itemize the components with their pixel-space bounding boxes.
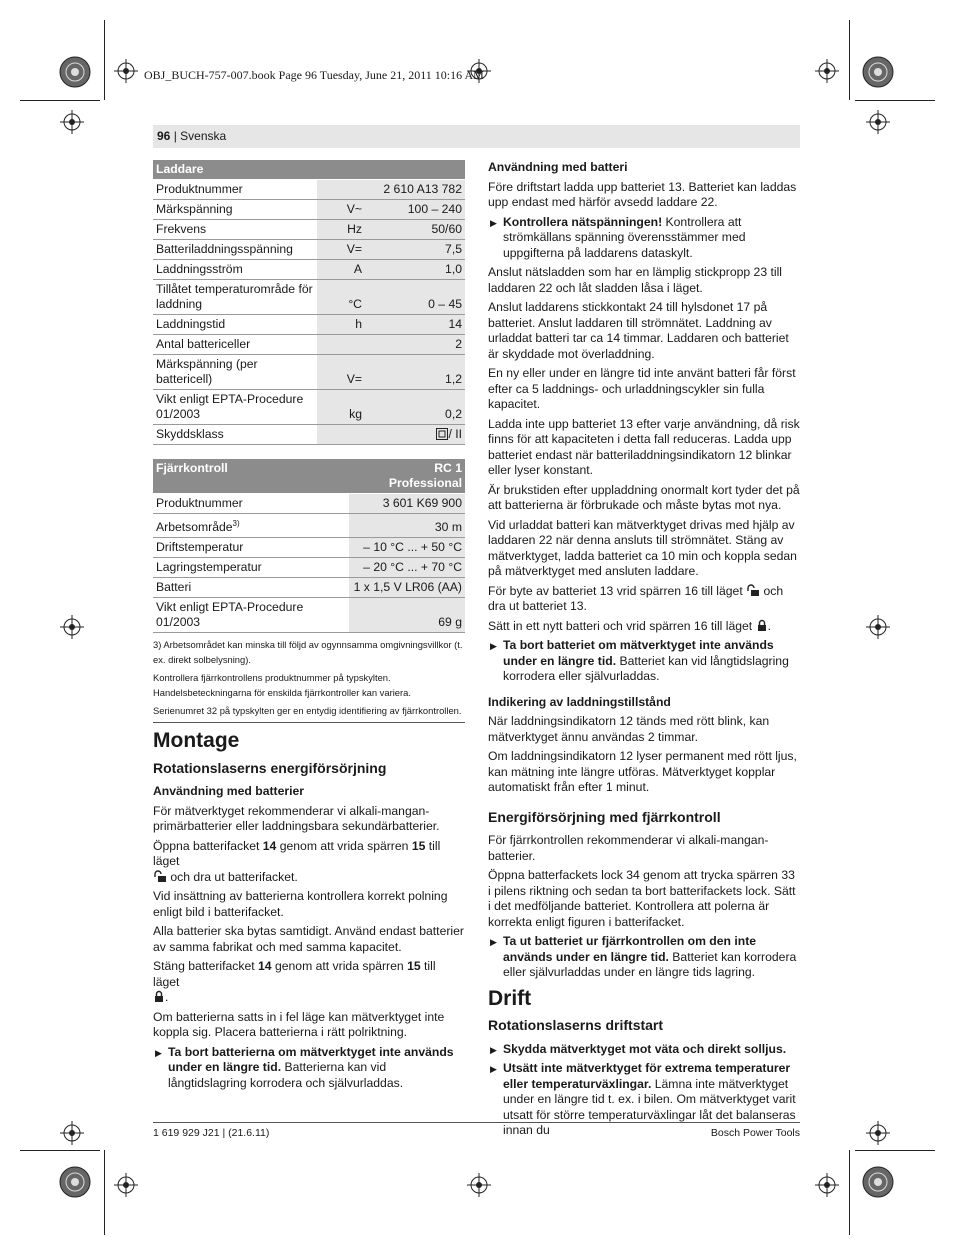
row-value: 0,2 xyxy=(365,390,465,425)
registration-target-icon xyxy=(58,1165,92,1199)
section-heading: Drift xyxy=(488,986,532,1010)
row-label xyxy=(153,514,349,538)
subheading: Energiförsörjning med fjärrkontroll xyxy=(488,808,721,825)
footnote: Kontrollera fjärrkontrollens produktnummer på typskylten. Handelsbeteckningarna för enskilda fjärrkontroller kan variera. xyxy=(153,672,411,699)
row-unit xyxy=(317,335,365,355)
table-row xyxy=(153,180,465,200)
paragraph: Är brukstiden efter uppladdning onormalt kort tyder det på att batterierna är förbrukade och måste bytas mot nya. xyxy=(488,482,800,512)
bullet-text: Lämna inte mätverktyget under en längre tid t. ex. i bilen. Om mätverktyget varit utsatt för större temperaturväxlingar låt det balanseras innan du xyxy=(503,1076,796,1137)
remote-spec-table xyxy=(153,459,465,633)
row-value: 3 601 K69 900 xyxy=(349,494,465,514)
model-name: RC 1 xyxy=(434,461,462,475)
table-row xyxy=(153,280,465,315)
page-header: 96 | Svenska xyxy=(153,125,800,148)
table-row xyxy=(153,260,465,280)
registration-target-icon xyxy=(861,1165,895,1199)
row-label: Produktnummer xyxy=(153,494,349,514)
paragraph: Vid urladdat batteri kan mätverktyget drivas med hjälp av laddaren 22 när denna ansluts till strömnätet. Stäng av mätverktyget, ladda batteriet ca 10 min och koppla sedan på mätverktyget med ansluten laddare. xyxy=(488,517,797,578)
text: Sätt in ett nytt batteri och vrid spärren 16 till läget xyxy=(488,618,756,633)
row-label: Antal battericeller xyxy=(153,335,317,355)
row-value: 14 xyxy=(365,315,465,335)
table-title: Fjärrkontroll xyxy=(153,459,349,494)
paragraph: Anslut nätsladden som har en lämplig stickpropp 23 till laddaren 22 och låt sladden låsa i läget. xyxy=(488,265,783,295)
row-label: Vikt enligt EPTA-Procedure 01/2003 xyxy=(153,598,349,633)
bullet-arrow-icon: ▶ xyxy=(490,937,497,947)
row-unit: Hz xyxy=(317,220,365,240)
text: till läget xyxy=(153,959,436,989)
bullet-text: Batteriet kan korrodera eller självurladdas under en längre tids lagring. xyxy=(503,949,797,979)
bullet-arrow-icon: ▶ xyxy=(490,641,497,651)
paragraph: Vid insättning av batterierna kontrollera korrekt polning enligt bild i batterifacket. xyxy=(153,889,448,919)
text: Öppna batterifacket xyxy=(153,838,263,853)
table-row xyxy=(153,558,465,578)
right-column xyxy=(488,160,800,1143)
bullet-bold: Utsätt inte mätverktyget för extrema temperaturer eller temperaturväxlingar. xyxy=(503,1061,791,1091)
protection-class-icon xyxy=(436,428,448,440)
row-value: 30 m xyxy=(349,514,465,538)
row-label-text: Arbetsområde xyxy=(156,520,233,535)
section-name: Svenska xyxy=(180,129,227,143)
crosshair-icon xyxy=(467,1173,491,1197)
row-value: 1 x 1,5 V LR06 (AA) xyxy=(349,578,465,598)
bullet-arrow-icon: ▶ xyxy=(490,1064,497,1074)
bullet-bold: Ta bort batterierna om mätverktyget inte används under en längre tid. xyxy=(168,1044,454,1075)
paragraph: Före driftstart ladda upp batteriet 13. Batteriet kan laddas upp endast med härför avsedd laddare 22. xyxy=(488,179,797,209)
table-row xyxy=(153,538,465,558)
paragraph: Anslut laddarens stickkontakt 24 till hylsdonet 17 på batteriet. Anslut laddaren till strömnätet. Laddning av urladdat batteri tar ca 14 timmar. Laddaren och batteriet är skyddade mot överladdning. xyxy=(488,300,789,361)
row-label: Tillåtet temperaturområde för laddning xyxy=(153,280,317,315)
lock-icon xyxy=(153,990,165,1003)
row-value: 7,5 xyxy=(365,240,465,260)
row-unit: V~ xyxy=(317,200,365,220)
paragraph xyxy=(488,619,800,635)
row-unit: V= xyxy=(317,355,365,390)
table-row xyxy=(153,494,465,514)
paragraph: För fjärrkontrollen rekommenderar vi alkali-mangan-batterier. xyxy=(488,833,769,863)
text: genom att vrida spärren xyxy=(271,959,408,974)
minor-heading: Användning med batterier xyxy=(153,784,305,799)
bullet-bold: Kontrollera nätspänningen! xyxy=(503,214,663,229)
text: . xyxy=(767,618,771,633)
warning-bullet xyxy=(488,215,800,262)
row-value: 1,0 xyxy=(365,260,465,280)
text: och dra ut batteriet 13. xyxy=(488,583,784,613)
paragraph: En ny eller under en längre tid inte använt batteri får först efter ca 5 laddnings- och urladdningscykler sin fulla kapacitet. xyxy=(488,366,796,411)
row-label: Batteri xyxy=(153,578,349,598)
row-label: Lagringstemperatur xyxy=(153,558,349,578)
row-value: 0 – 45 xyxy=(365,280,465,315)
bullet-text: Batterierna kan vid långtidslagring korrodera och självurladdas. xyxy=(168,1060,404,1090)
crop-mark xyxy=(20,1150,100,1151)
lock-icon xyxy=(756,619,768,632)
row-label: Driftstemperatur xyxy=(153,538,349,558)
table-row xyxy=(153,240,465,260)
print-slug: OBJ_BUCH-757-007.book Page 96 Tuesday, June 21, 2011 10:16 AM xyxy=(144,68,484,82)
row-label: Skyddsklass xyxy=(153,425,317,445)
footnotes xyxy=(153,637,465,718)
crop-mark xyxy=(849,1150,850,1235)
paragraph: När laddningsindikatorn 12 tänds med rött blink, kan mätverktyget ännu användas 2 timmar. xyxy=(488,714,770,744)
row-unit: A xyxy=(317,260,365,280)
table-row xyxy=(153,220,465,240)
crop-mark xyxy=(855,100,935,101)
page-number: 96 xyxy=(157,129,171,143)
minor-heading: Användning med batteri xyxy=(488,160,628,174)
row-label: Produktnummer xyxy=(153,180,317,200)
row-label: Vikt enligt EPTA-Procedure 01/2003 xyxy=(153,390,317,425)
section-heading: Montage xyxy=(153,729,240,753)
paragraph xyxy=(153,959,465,1006)
subheading: Rotationslaserns energiförsörjning xyxy=(153,759,387,776)
text: . xyxy=(165,990,169,1005)
row-label: Märkspänning xyxy=(153,200,317,220)
row-value: 2 xyxy=(365,335,465,355)
row-unit: kg xyxy=(317,390,365,425)
model-line: Professional xyxy=(388,476,462,490)
crosshair-icon xyxy=(815,59,839,83)
divider xyxy=(153,722,465,723)
row-label: Laddningstid xyxy=(153,315,317,335)
bullet-bold: Ta ut batteriet ur fjärrkontrollen om den inte används under en längre tid. xyxy=(503,934,757,964)
row-label: Märkspänning (per battericell) xyxy=(153,355,317,390)
crop-mark xyxy=(849,20,850,100)
bullet-text: Batteriet kan vid långtidslagring korrodera eller självurladdas. xyxy=(503,653,789,683)
crosshair-icon xyxy=(60,1121,84,1145)
bullet-arrow-icon: ▶ xyxy=(490,1044,497,1055)
registration-target-icon xyxy=(861,55,895,89)
ref-number: 15 xyxy=(407,959,421,974)
warning-bullet xyxy=(153,1045,465,1092)
ref-number: 14 xyxy=(262,838,277,853)
table-row xyxy=(153,335,465,355)
text: Stäng batterifacket xyxy=(153,959,259,974)
table-row xyxy=(153,355,465,390)
page-footer xyxy=(153,1122,800,1139)
bullet-bold: Skydda mätverktyget mot väta och direkt solljus. xyxy=(503,1041,787,1056)
footnote: 3) Arbetsområdet kan minska till följd av ogynnsamma omgivningsvillkor (t. ex. direkt solbelysning). xyxy=(153,639,463,666)
row-value: 1,2 xyxy=(365,355,465,390)
protection-class-value: / II xyxy=(448,427,462,441)
row-value: 2 610 A13 782 xyxy=(365,180,465,200)
row-unit xyxy=(317,180,365,200)
ref-number: 14 xyxy=(258,959,272,974)
bullet-arrow-icon: ▶ xyxy=(490,217,497,228)
crop-mark xyxy=(104,1150,105,1235)
table-row xyxy=(153,598,465,633)
paragraph: Om laddningsindikatorn 12 lyser permanent med rött ljus, kan mätning inte längre utföras. Mätverktyget kopplar automatiskt från efter 1 minut. xyxy=(488,749,797,794)
row-value: 100 – 240 xyxy=(365,200,465,220)
table-row xyxy=(153,578,465,598)
text: genom att vrida spärren xyxy=(276,838,412,853)
row-label: Frekvens xyxy=(153,220,317,240)
crosshair-icon xyxy=(815,1173,839,1197)
warning-bullet xyxy=(488,1042,800,1058)
footnote-ref: 3) xyxy=(232,519,240,528)
crop-mark xyxy=(104,20,105,100)
warning-bullet xyxy=(488,934,800,981)
charger-spec-table xyxy=(153,160,465,445)
row-label: Batteriladdningsspänning xyxy=(153,240,317,260)
minor-heading: Indikering av laddningstillstånd xyxy=(488,694,671,709)
warning-bullet xyxy=(488,638,800,685)
row-value: 69 g xyxy=(349,598,465,633)
row-unit xyxy=(317,425,365,445)
bullet-arrow-icon: ▶ xyxy=(155,1047,162,1058)
paragraph: Ladda inte upp batteriet 13 efter varje användning, då risk finns för att kapaciteten i detta fall reduceras. Ladda upp batteriet endast när batteriladdningsindikatorn 12 blinkar eller lyser konstant. xyxy=(488,416,800,477)
table-row xyxy=(153,514,465,538)
registration-target-icon xyxy=(58,55,92,89)
paragraph: Alla batterier ska bytas samtidigt. Använd endast batterier av samma fabrikat och med samma kapacitet. xyxy=(153,924,464,954)
crosshair-icon xyxy=(114,59,138,83)
crosshair-icon xyxy=(866,1121,890,1145)
publisher: Bosch Power Tools xyxy=(710,1127,800,1139)
subheading: Rotationslaserns driftstart xyxy=(488,1017,664,1033)
table-row xyxy=(153,315,465,335)
bullet-bold: Ta bort batteriet om mätverktyget inte används under en längre tid. xyxy=(503,638,774,668)
unlock-icon xyxy=(746,584,760,597)
doc-code: 1 619 929 J21 | (21.6.11) xyxy=(153,1127,270,1139)
text: till läget xyxy=(153,838,441,869)
paragraph: För mätverktyget rekommenderar vi alkali-mangan-primärbatterier eller laddningsbara sekundärbatterier. xyxy=(153,803,440,834)
unlock-icon xyxy=(153,870,167,883)
crosshair-icon xyxy=(60,110,84,134)
row-unit: V= xyxy=(317,240,365,260)
table-row xyxy=(153,390,465,425)
paragraph: Öppna batterfackets lock 34 genom att trycka spärren 33 i pilens riktning och sedan ta bort batterifackets lock. Sätt i det medföljande batteriet. Kontrollera att polerna är korrekta enligt figuren i batterifacket. xyxy=(488,868,796,929)
crosshair-icon xyxy=(866,110,890,134)
table-row xyxy=(153,200,465,220)
bullet-text: Kontrollera att strömkällans spänning överensstämmer med uppgifterna på laddarens dataskylt. xyxy=(503,214,746,260)
crosshair-icon xyxy=(60,615,84,639)
ref-number: 15 xyxy=(411,838,426,853)
text: och dra ut batterifacket. xyxy=(167,869,298,884)
table-row xyxy=(153,425,465,445)
paragraph xyxy=(153,839,465,886)
crop-mark xyxy=(855,1150,935,1151)
left-column xyxy=(153,160,465,1095)
paragraph xyxy=(488,584,800,615)
crosshair-icon xyxy=(114,1173,138,1197)
row-label: Laddningsström xyxy=(153,260,317,280)
model-header xyxy=(349,459,465,494)
row-value: – 20 °C ... + 70 °C xyxy=(349,558,465,578)
row-unit: h xyxy=(317,315,365,335)
row-unit: °C xyxy=(317,280,365,315)
text: För byte av batteriet 13 vrid spärren 16 till läget xyxy=(488,583,747,598)
row-value: – 10 °C ... + 50 °C xyxy=(349,538,465,558)
row-value xyxy=(365,425,465,445)
row-value: 50/60 xyxy=(365,220,465,240)
crop-mark xyxy=(20,100,100,101)
crosshair-icon xyxy=(866,615,890,639)
paragraph: Om batterierna satts in i fel läge kan mätverktyget inte koppla sig. Placera batterierna i rätt polriktning. xyxy=(153,1009,445,1040)
table-title: Laddare xyxy=(153,160,465,180)
footnote: Serienumret 32 på typskylten ger en entydig identifiering av fjärrkontrollen. xyxy=(153,705,462,717)
